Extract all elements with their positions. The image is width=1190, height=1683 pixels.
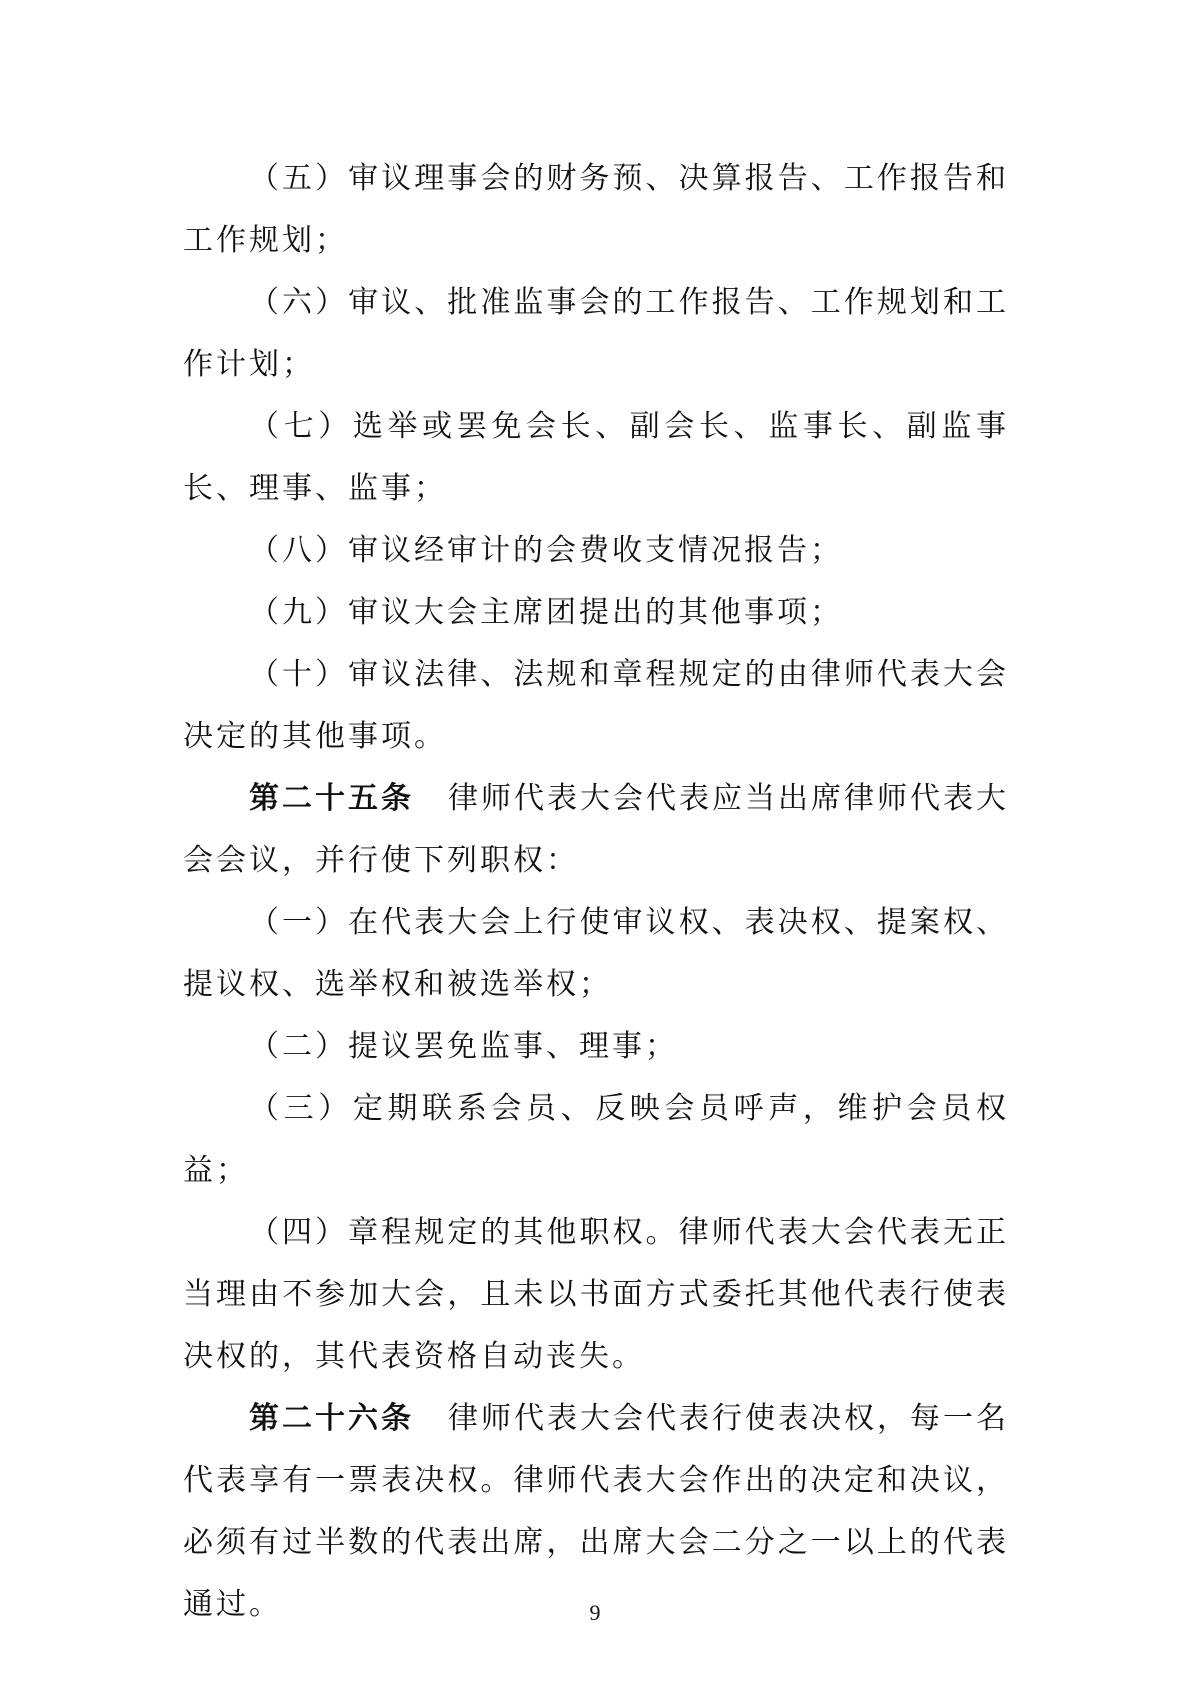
- list-item-4: （四）章程规定的其他职权。律师代表大会代表无正当理由不参加大会，且未以书面方式委托其他代表行使表决权的，其代表资格自动丧失。: [183, 1215, 1009, 1374]
- list-item-10: （十）审议法律、法规和章程规定的由律师代表大会决定的其他事项。: [183, 657, 1009, 754]
- list-item-7: （七）选举或罢免会长、副会长、监事长、副监事长、理事、监事；: [183, 409, 1009, 506]
- page-number: 9: [589, 1600, 601, 1625]
- list-item-3: （三）定期联系会员、反映会员呼声，维护会员权益；: [183, 1091, 1009, 1188]
- list-item-6: （六）审议、批准监事会的工作报告、工作规划和工作计划；: [183, 285, 1009, 382]
- article-25: 第二十五条 律师代表大会代表应当出席律师代表大会会议，并行使下列职权：: [183, 781, 1009, 878]
- article-26: 第二十六条 律师代表大会代表行使表决权，每一名代表享有一票表决权。律师代表大会作出的决定和决议，必须有过半数的代表出席，出席大会二分之一以上的代表通过。: [183, 1401, 1009, 1622]
- article-number: 第二十五条: [249, 781, 414, 816]
- list-item-1: （一）在代表大会上行使审议权、表决权、提案权、提议权、选举权和被选举权；: [183, 905, 1009, 1002]
- list-item-9: （九）审议大会主席团提出的其他事项；: [249, 595, 843, 630]
- list-item-8: （八）审议经审计的会费收支情况报告；: [249, 533, 843, 568]
- article-number: 第二十六条: [249, 1401, 414, 1436]
- list-item-2: （二）提议罢免监事、理事；: [249, 1029, 678, 1064]
- body-text: [183, 148, 1009, 1636]
- list-item-5: （五）审议理事会的财务预、决算报告、工作报告和工作规划；: [183, 161, 1009, 258]
